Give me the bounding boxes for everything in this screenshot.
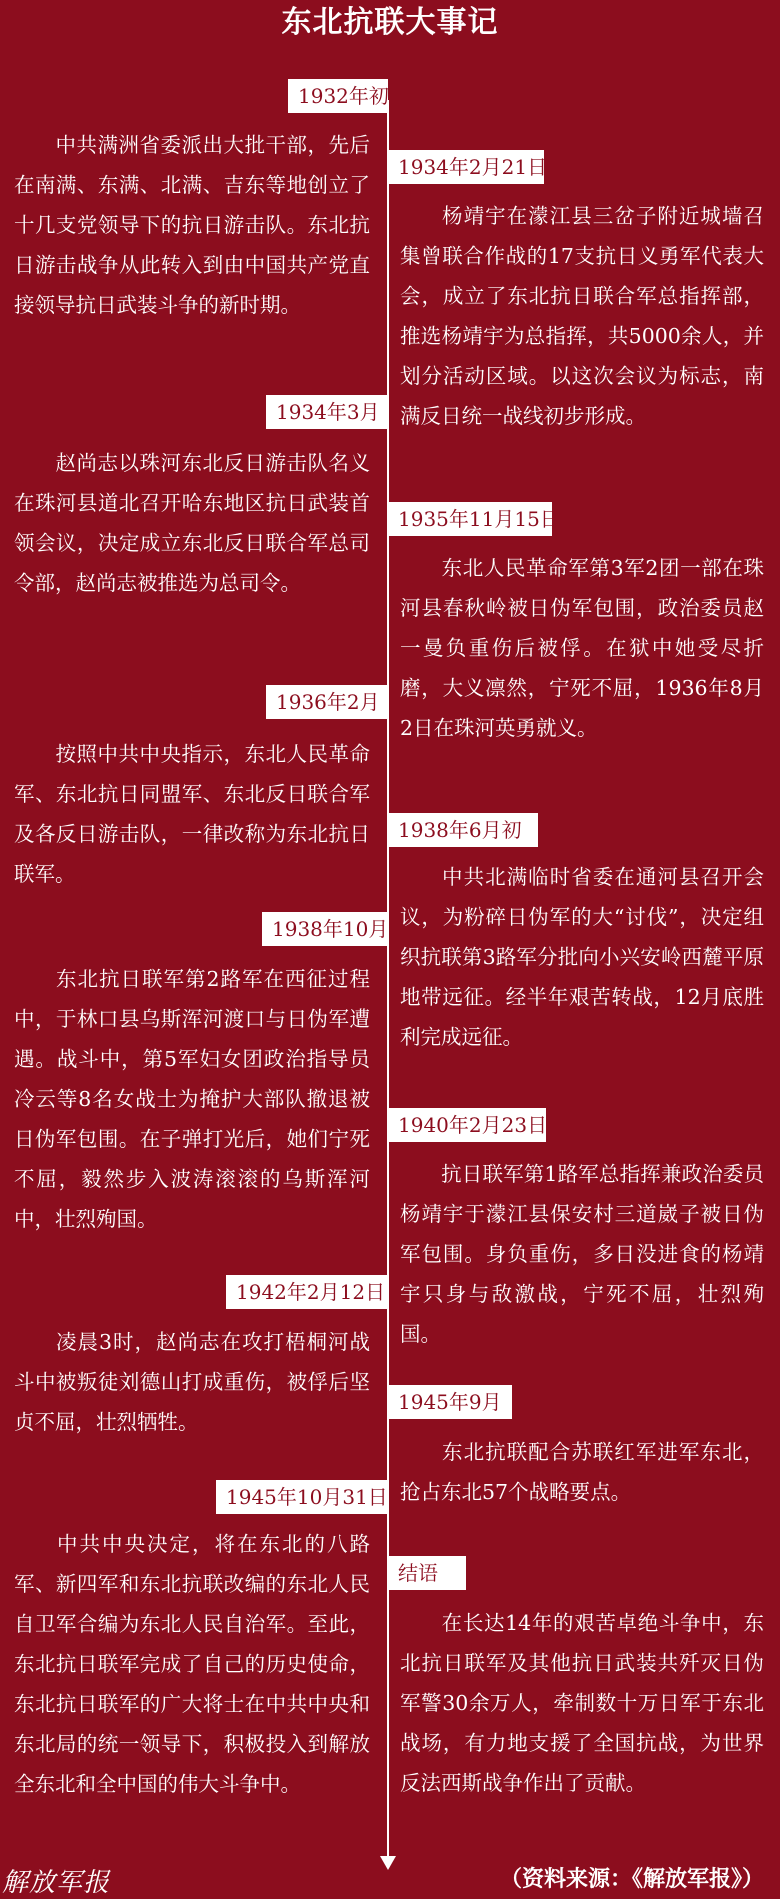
conclusion-tag: 结语	[388, 1556, 466, 1590]
event-date-1938-6: 1938年6月初	[388, 813, 538, 847]
event-date-1938-10: 1938年10月	[262, 912, 388, 946]
event-text-1934-3: 赵尚志以珠河东北反日游击队名义在珠河县道北召开哈东地区抗日武装首领会议，决定成立东北反日联合军总司令部，赵尚志被推选为总司令。	[14, 451, 370, 595]
event-text-1934-2-21: 杨靖宇在濛江县三岔子附近城墙召集曾联合作战的17支抗日义勇军代表大会，成立了东北抗日联合军总指挥部，推选杨靖宇为总指挥，共5000余人，并划分活动区域。以这次会议为标志，南满反日统一战线初步形成。	[400, 204, 764, 428]
event-text-1945-9: 东北抗联配合苏联红军进军东北，抢占东北57个战略要点。	[400, 1440, 764, 1504]
event-text-1932: 中共满洲省委派出大批干部，先后在南满、东满、北满、吉东等地创立了十几支党领导下的抗日游击队。东北抗日游击战争从此转入到由中国共产党直接领导抗日武装斗争的新时期。	[14, 133, 370, 317]
event-date-1945-9: 1945年9月	[388, 1385, 512, 1419]
source-note: （资料来源：《解放军报》）	[499, 1867, 764, 1892]
event-date-1932: 1932年初	[288, 79, 388, 113]
event-text-1938-6: 中共北满临时省委在通河县召开会议，为粉碎日伪军的大“讨伐”，决定组织抗联第3路军分批向小兴安岭西麓平原地带远征。经半年艰苦转战，12月底胜利完成远征。	[400, 865, 764, 1049]
timeline-arrow-icon	[380, 1856, 396, 1870]
event-date-1942-2-12: 1942年2月12日	[226, 1275, 388, 1309]
event-date-1940-2-23: 1940年2月23日	[388, 1108, 546, 1142]
event-date-1935-11-15: 1935年11月15日	[388, 502, 552, 536]
event-text-1935-11-15: 东北人民革命军第3军2团一部在珠河县春秋岭被日伪军包围，政治委员赵一曼负重伤后被俘。在狱中她受尽折磨，大义凛然，宁死不屈，1936年8月2日在珠河英勇就义。	[400, 556, 764, 740]
newspaper-logo: 解放军报	[2, 1868, 111, 1898]
event-date-1945-10-31: 1945年10月31日	[216, 1480, 388, 1514]
conclusion-text: 在长达14年的艰苦卓绝斗争中，东北抗日联军及其他抗日武装共歼灭日伪军警30余万人，牵制数十万日军于东北战场，有力地支援了全国抗战，为世界反法西斯战争作出了贡献。	[400, 1611, 764, 1795]
event-text-1945-10-31: 中共中央决定，将在东北的八路军、新四军和东北抗联改编的东北人民自卫军合编为东北人民自治军。至此，东北抗日联军完成了自己的历史使命，东北抗日联军的广大将士在中共中央和东北局的统一领导下，积极投入到解放全东北和全中国的伟大斗争中。	[14, 1532, 370, 1796]
event-date-1934-3: 1934年3月	[266, 395, 388, 429]
event-date-1936-2: 1936年2月	[266, 685, 388, 719]
event-text-1942-2-12: 凌晨3时，赵尚志在攻打梧桐河战斗中被叛徒刘德山打成重伤，被俘后坚贞不屈，壮烈牺牲。	[14, 1330, 370, 1434]
event-date-1934-2-21: 1934年2月21日	[388, 150, 544, 184]
event-text-1938-10: 东北抗日联军第2路军在西征过程中，于林口县乌斯浑河渡口与日伪军遭遇。战斗中，第5军妇女团政治指导员冷云等8名女战士为掩护大部队撤退被日伪军包围。在子弹打光后，她们宁死不屈，毅然步入波涛滚滚的乌斯浑河中，壮烈殉国。	[14, 967, 370, 1231]
event-text-1936-2: 按照中共中央指示，东北人民革命军、东北抗日同盟军、东北反日联合军及各反日游击队，一律改称为东北抗日联军。	[14, 742, 370, 886]
event-text-1940-2-23: 抗日联军第1路军总指挥兼政治委员杨靖宇于濛江县保安村三道崴子被日伪军包围。身负重伤，多日没进食的杨靖宇只身与敌激战，宁死不屈，壮烈殉国。	[400, 1162, 764, 1346]
timeline-axis	[387, 100, 389, 1860]
page-title: 东北抗联大事记	[281, 5, 499, 40]
